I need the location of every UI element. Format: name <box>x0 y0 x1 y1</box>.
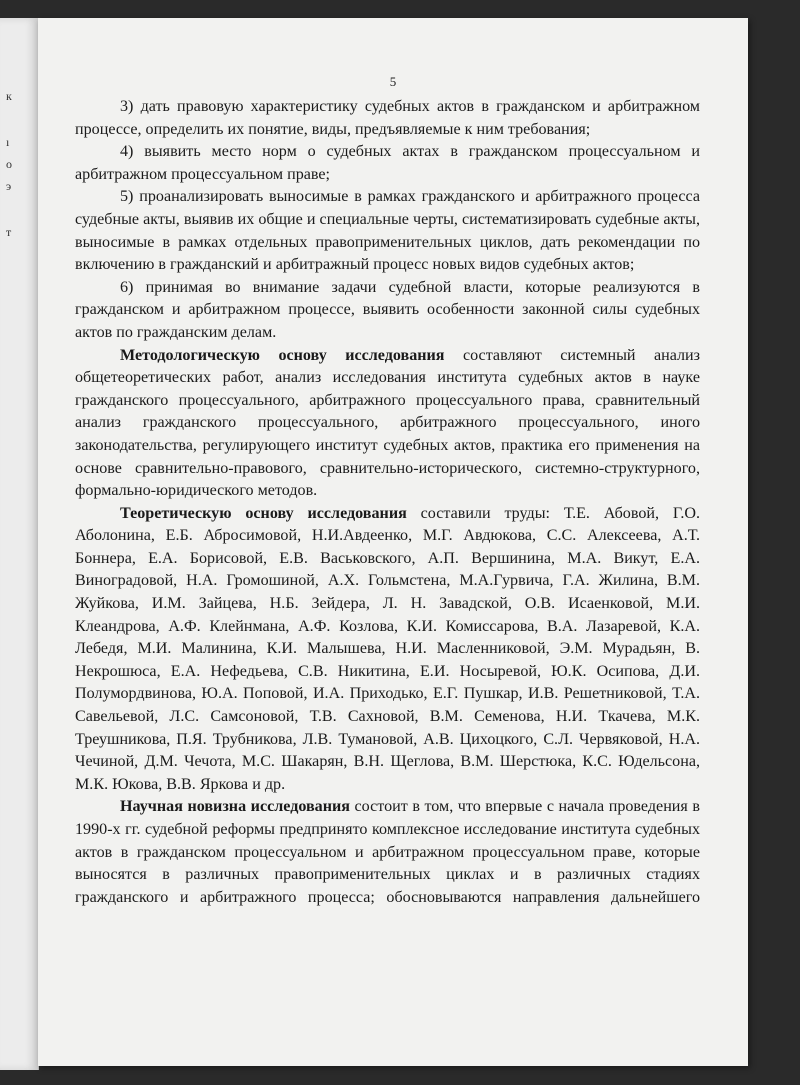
paragraph-task-5: 5) проанализировать выносимые в рамках гражданского и арбитражного процесса судебные акты, выявив их общие и специальные черты, систематизировать судебные акты, выносимые в рамках отдельных правоприменительных циклов, дать рекомендации по включению в гражданский и арбитражный процесс новых видов судебных актов; <box>75 188 700 274</box>
edge-mark: к <box>6 89 12 103</box>
edge-mark: э <box>6 179 12 193</box>
paragraph-task-4: 4) выявить место норм о судебных актах в гражданском процессуальном и арбитражном процессуальном праве; <box>75 143 700 183</box>
page-number: 5 <box>389 74 397 89</box>
edge-mark: т <box>6 225 12 239</box>
paragraph-task-3: 3) дать правовую характеристику судебных актов в гражданском и арбитражном процессе, определить их понятие, виды, предъявляемые к ним требования; <box>75 98 700 138</box>
edge-mark: ı <box>6 135 10 149</box>
page-text <box>75 96 700 909</box>
paragraph-task-6: 6) принимая во внимание задачи судебной власти, которые реализуются в гражданском и арбитражном процессе, выявить особенности законной силы судебных актов по гражданским делам. <box>75 278 700 341</box>
paragraph-theory: Теоретическую основу исследования составили труды: Т.Е. Абовой, Г.О. Аболонина, Е.Б. Абросимовой, Н.И.Авдеенко, М.Г. Авдюкова, С.С. Алексеева, А.Т. Боннера, Е.А. Борисовой, Е.В. Васьковского, А.П. Вершинина, М.А. Викут, Е.А. Виноградовой, Н.А. Громошиной, А.Х. Гольмстена, М.А.Гурвича, Г.А. Жилина, В.М. Жуйкова, И.М. Зайцева, Н.Б. Зейдера, Л. Н. Завадской, О.В. Исаенковой, М.И. Клеандрова, А.Ф. Клейнмана, А.Ф. Козлова, К.И. Комиссарова, В.А. Лазаревой, К.А. Лебедя, М.И. Малинина, К.И. Малышева, Н.И. Масленниковой, Э.М. Мурадьян, В. Некрошюса, Е.А. Нефедьева, С.В. Никитина, Е.И. Носыревой, Ю.К. Осипова, Д.И. Полумордвинова, Ю.А. Поповой, И.А. Приходько, Е.Г. Пушкар, И.В. Решетниковой, Т.А. Савельевой, Л.С. Самсоновой, Т.В. Сахновой, В.М. Семенова, Н.И. Ткачева, М.К. Треушникова, П.Я. Трубникова, Л.В. Тумановой, А.В. Цихоцкого, С.Л. Червяковой, Н.А. Чечиной, Д.М. Чечота, М.С. Шакарян, В.Н. Щеглова, В.М. Шерстюка, К.С. Юдельсона, М.К. Юкова, В.В. Яркова и др. <box>75 504 700 793</box>
left-page-edge <box>0 18 39 1070</box>
paragraph-methodology: Методологическую основу исследования составляют системный анализ общетеоретических работ, анализ исследования института судебных актов в науке гражданского процессуального, арбитражного процессуального права, сравнительный анализ гражданского процессуального, арбитражного процессуального, иного законодательства, регулирующего институт судебных актов, практика его применения на основе сравнительно-правового, сравнительно-исторического, системно-структурного, формально-юридического методов. <box>75 346 700 500</box>
paragraph-novelty: Научная новизна исследования состоит в том, что впервые с начала проведения в 1990-х гг. судебной реформы предпринято комплексное исследование института судебных актов в гражданском процессуальном и арбитражном процессуальном праве, которые выносятся в различных правоприменительных циклах и в различных стадиях гражданского и арбитражного процесса; обосновываются направления дальнейшего <box>75 798 700 906</box>
document-page <box>38 18 748 1066</box>
edge-mark: о <box>6 157 12 171</box>
